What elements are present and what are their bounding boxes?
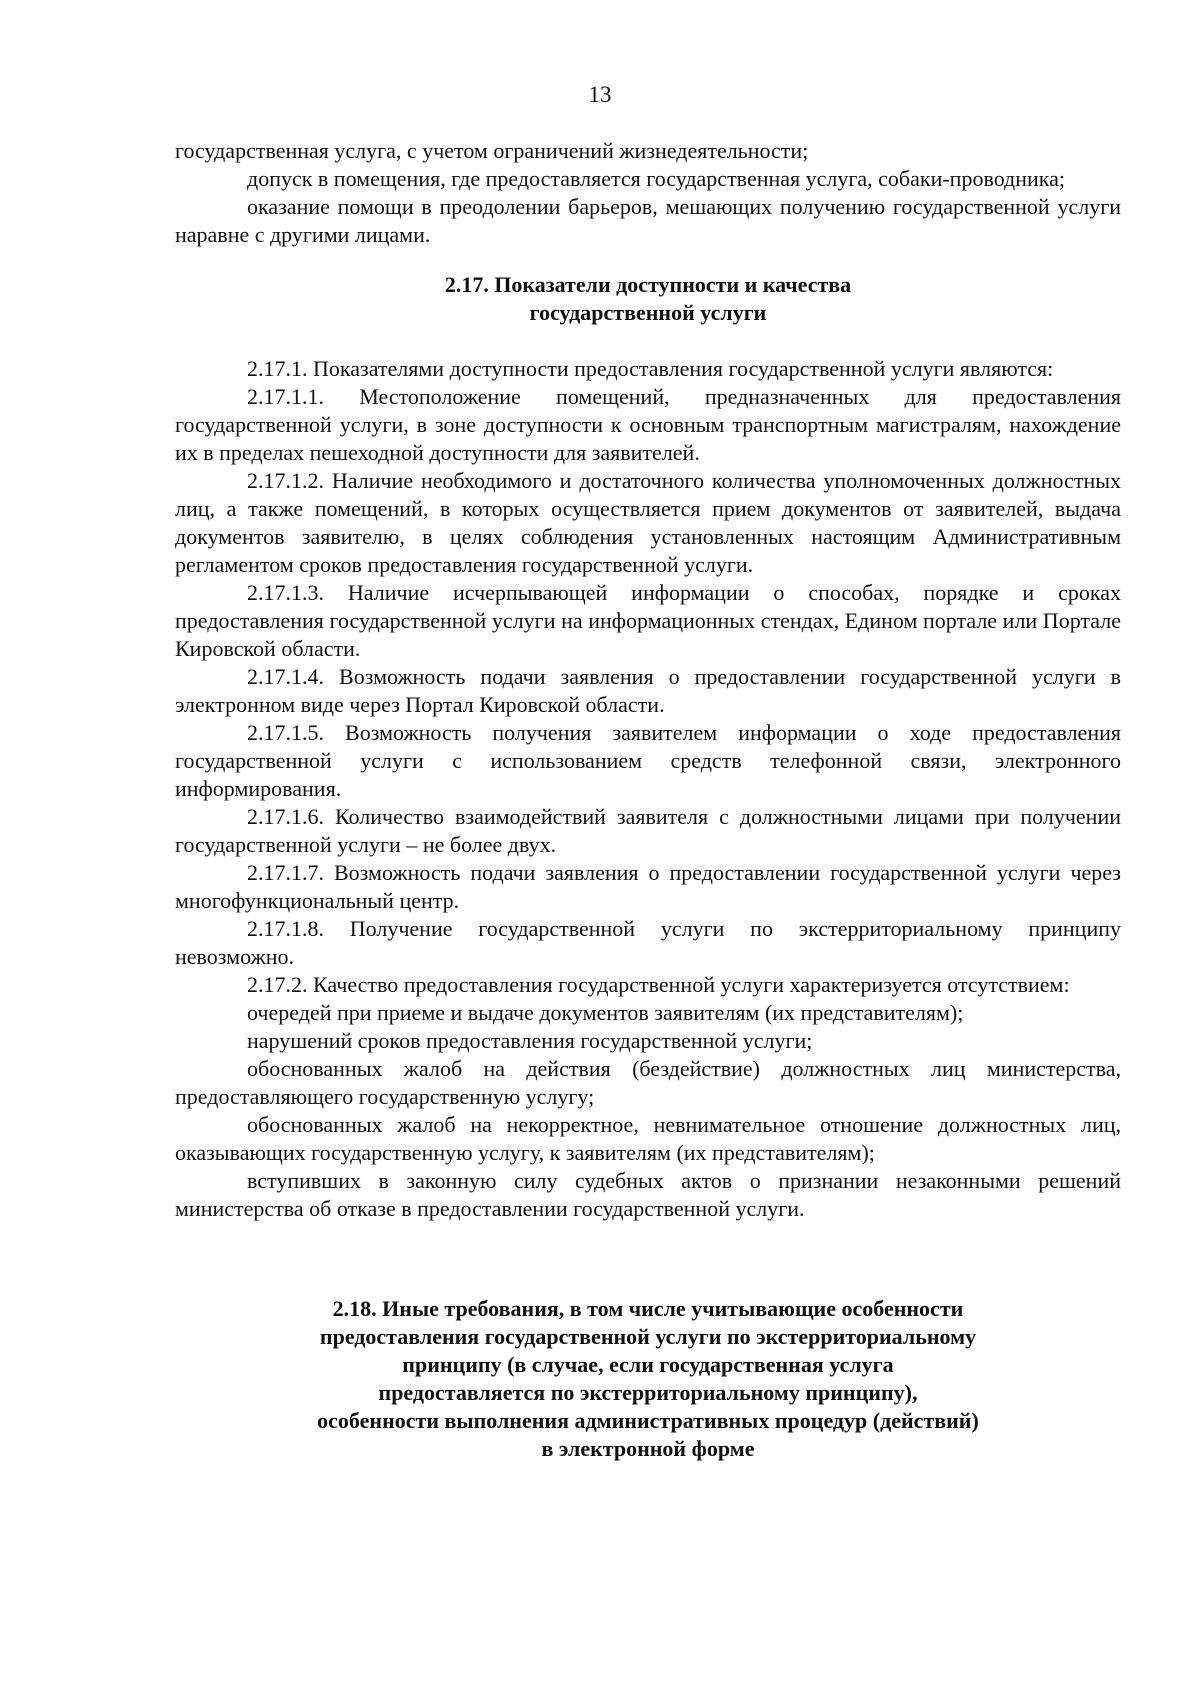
section-heading-line: принципу (в случае, если государственная услуга	[402, 1352, 894, 1377]
section-heading-line: государственной услуги	[529, 300, 767, 325]
list-item: вступивших в законную силу судебных актов о признании незаконными решений министерства об отказе в предоставлении государственной услуги.	[175, 1168, 1121, 1221]
document-body	[175, 137, 1121, 1463]
section-heading-line: предоставления государственной услуги по экстерриториальному	[319, 1324, 977, 1349]
paragraph-2-17-1-4: 2.17.1.4. Возможность подачи заявления о предоставлении государственной услуги в электронном виде через Портал Кировской области.	[175, 664, 1121, 717]
paragraph-2-17-1-5: 2.17.1.5. Возможность получения заявителем информации о ходе предоставления государственной услуги с использованием средств телефонной связи, электронного информирования.	[175, 720, 1121, 801]
list-item: очередей при приеме и выдаче документов заявителям (их представителям);	[247, 1000, 964, 1025]
paragraph-2-17-1-8: 2.17.1.8. Получение государственной услуги по экстерриториальному принципу невозможно.	[175, 916, 1121, 969]
paragraph-2-17-2: 2.17.2. Качество предоставления государственной услуги характеризуется отсутствием:	[247, 972, 1070, 997]
paragraph-2-17-1-3: 2.17.1.3. Наличие исчерпывающей информации о способах, порядке и сроках предоставления государственной услуги на информационных стендах, Едином портале или Портале Кировской области.	[175, 580, 1121, 661]
list-item: нарушений сроков предоставления государственной услуги;	[247, 1028, 813, 1053]
page-number: 13	[588, 82, 612, 107]
paragraph-2-17-1-2: 2.17.1.2. Наличие необходимого и достаточного количества уполномоченных должностных лиц, а также помещений, в которых осуществляется прием документов от заявителей, выдача документов заявителю, в целях соблюдения установленных настоящим Административным регламентом сроков предоставления государственной услуги.	[175, 468, 1121, 577]
intro-paragraph: допуск в помещения, где предоставляется государственная услуга, собаки-проводника;	[247, 166, 1066, 191]
list-item: обоснованных жалоб на некорректное, невнимательное отношение должностных лиц, оказывающих государственную услугу, к заявителям (их представителям);	[175, 1112, 1121, 1165]
paragraph-2-17-1-7: 2.17.1.7. Возможность подачи заявления о предоставлении государственной услуги через многофункциональный центр.	[175, 860, 1121, 913]
paragraph-2-17-1-1: 2.17.1.1. Местоположение помещений, предназначенных для предоставления государственной услуги, в зоне доступности к основным транспортным магистралям, нахождение их в пределах пешеходной доступности для заявителей.	[175, 384, 1121, 465]
section-heading-line: предоставляется по экстерриториальному принципу),	[378, 1380, 918, 1405]
section-heading-line: особенности выполнения административных процедур (действий)	[317, 1408, 979, 1433]
intro-paragraph: оказание помощи в преодолении барьеров, мешающих получению государственной услуги наравне с другими лицами.	[175, 194, 1121, 247]
section-heading-line: 2.17. Показатели доступности и качества	[444, 272, 852, 297]
section-heading-line: в электронной форме	[541, 1436, 755, 1461]
intro-paragraph: государственная услуга, с учетом ограничений жизнедеятельности;	[175, 138, 809, 163]
section-heading-2-18	[175, 1295, 1121, 1463]
section-heading-line: 2.18. Иные требования, в том числе учитывающие особенности	[332, 1296, 964, 1321]
paragraph-2-17-1-6: 2.17.1.6. Количество взаимодействий заявителя с должностными лицами при получении государственной услуги – не более двух.	[175, 804, 1121, 857]
section-heading-2-17	[175, 271, 1121, 327]
list-item: обоснованных жалоб на действия (бездействие) должностных лиц министерства, предоставляющего государственную услугу;	[175, 1056, 1121, 1109]
paragraph-2-17-1: 2.17.1. Показателями доступности предоставления государственной услуги являются:	[247, 356, 1054, 381]
